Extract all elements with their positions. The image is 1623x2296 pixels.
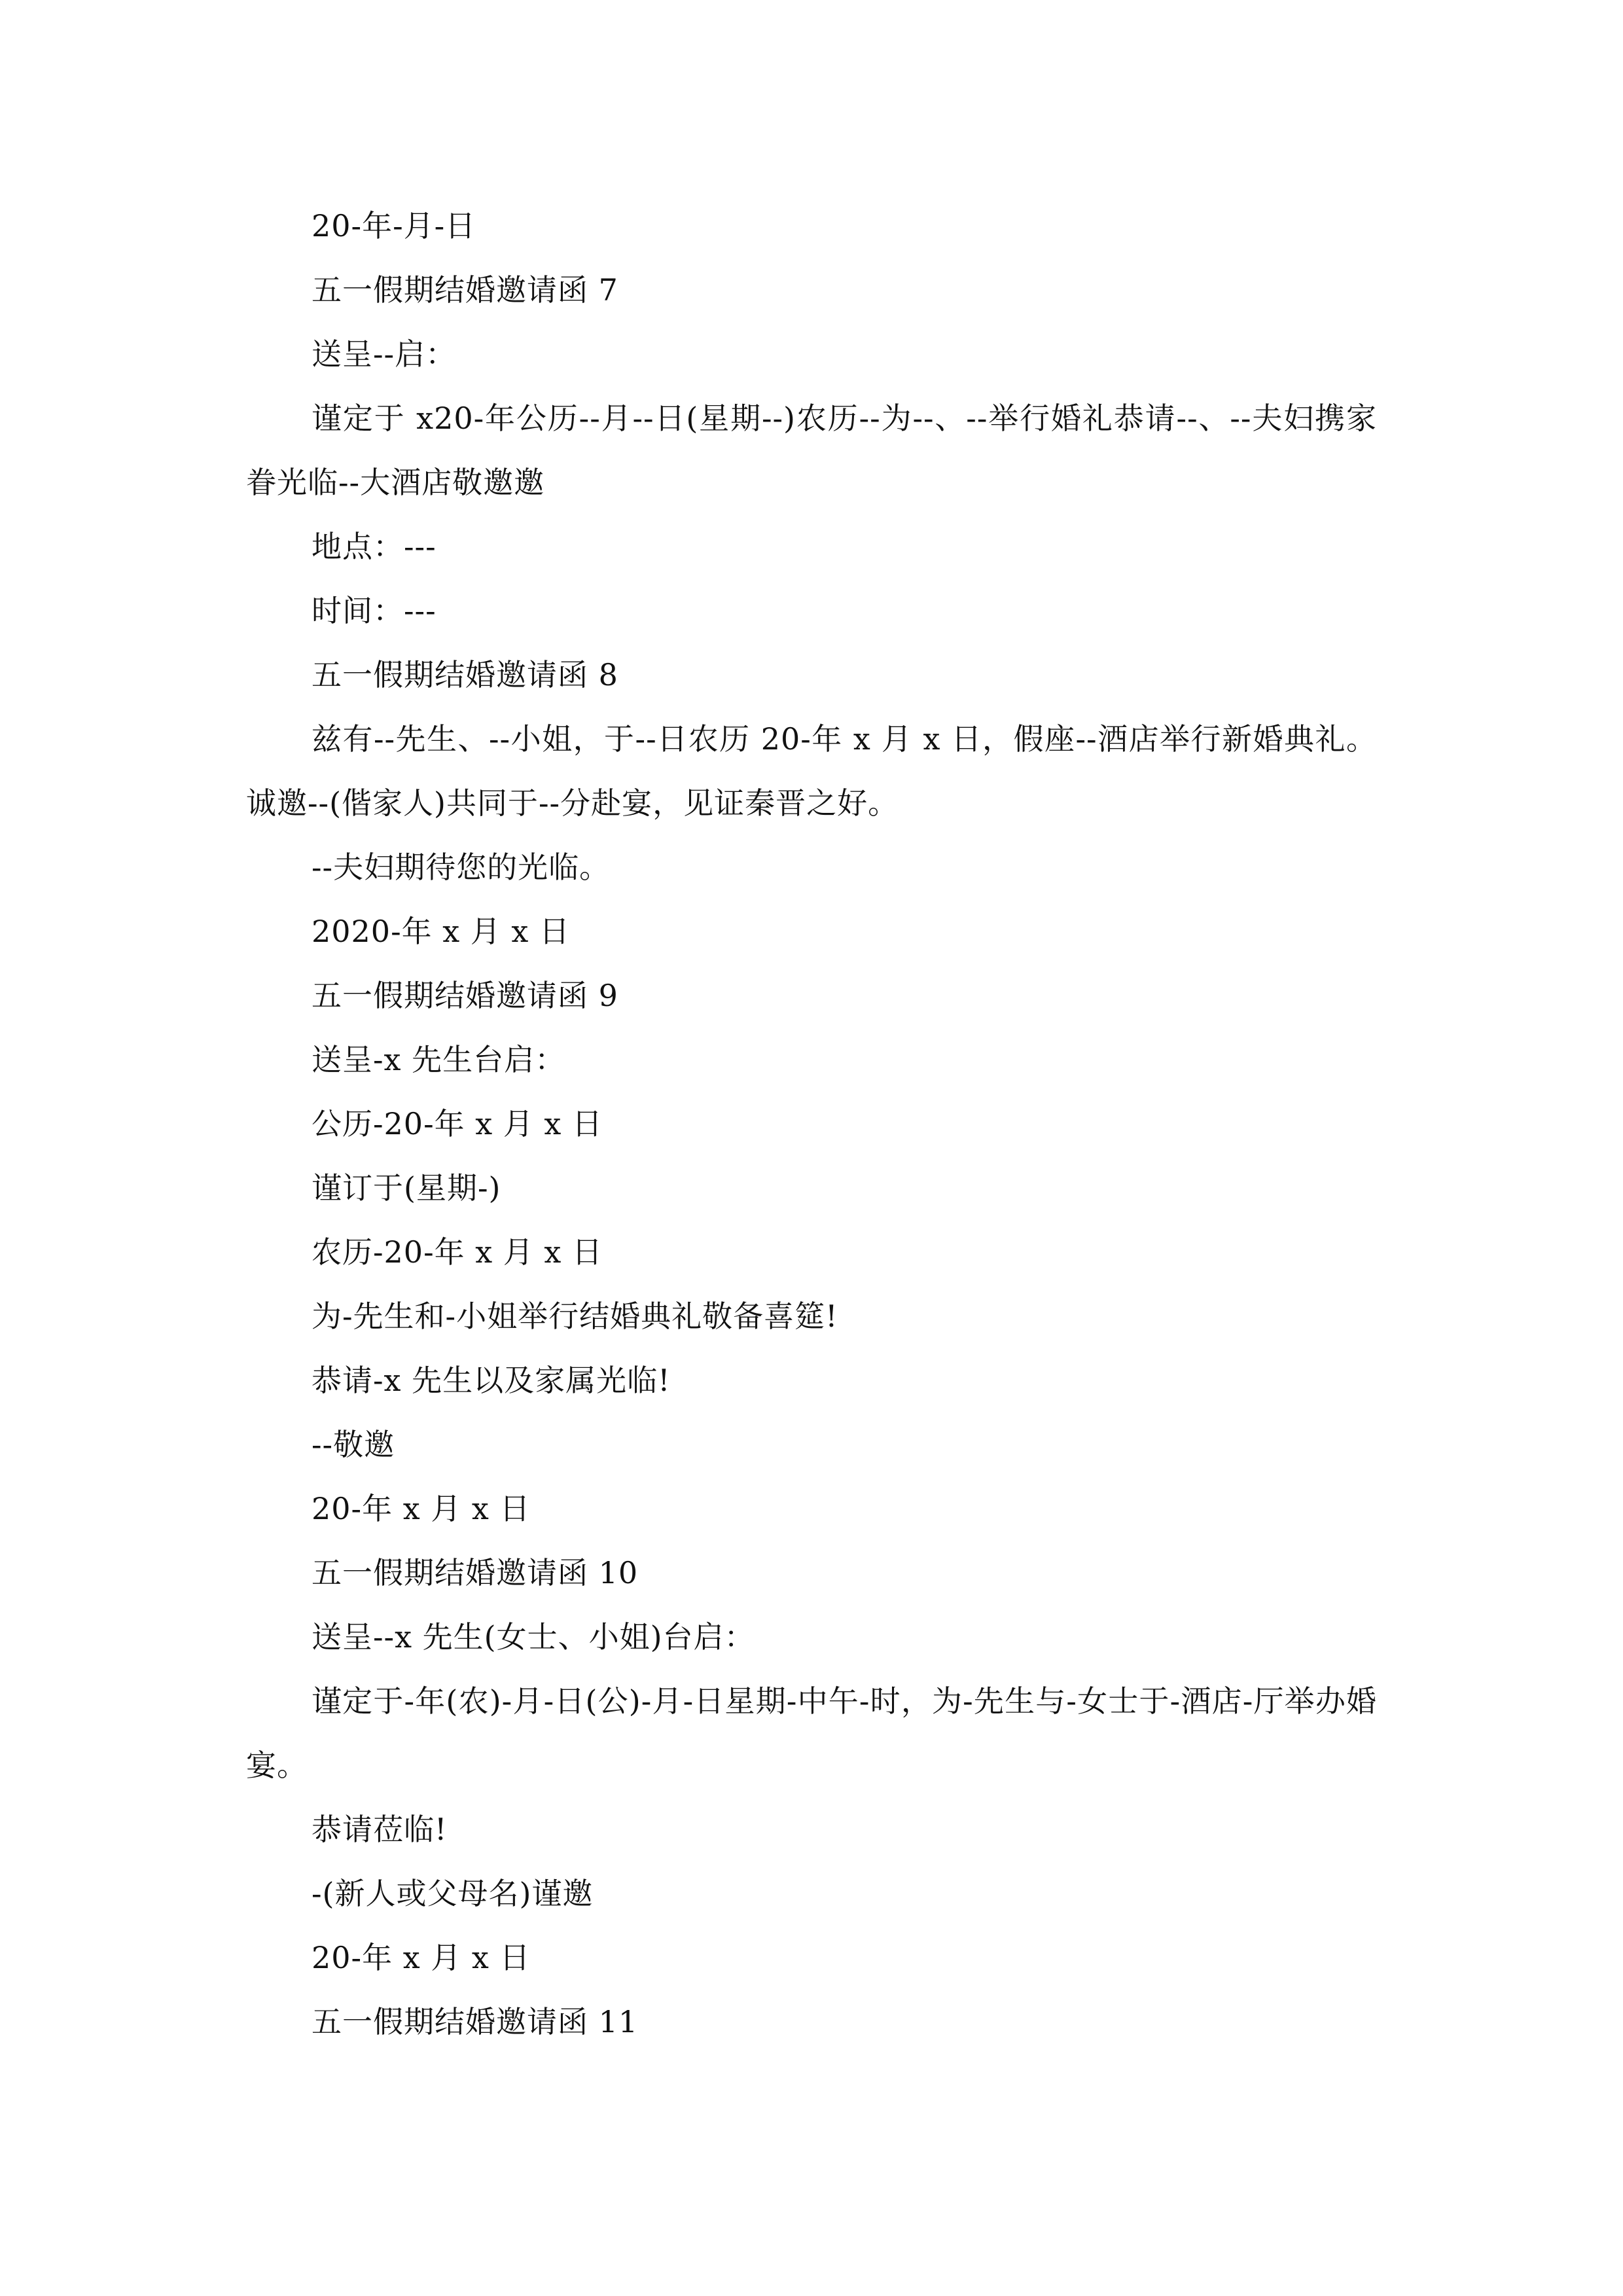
invite-line: 恭请莅临! (312, 1812, 448, 1847)
invitation-paragraph: 谨定于-年(农)-月-日(公)-月-日星期-中午-时，为-先生与-女士于-酒店-厅举办婚宴。 (246, 1683, 1377, 1783)
weekday-line: 谨订于(星期-) (312, 1170, 501, 1206)
closing-line: --夫妇期待您的光临。 (312, 850, 611, 885)
invitation-paragraph: 兹有--先生、--小姐，于--日农历 20-年 x 月 x 日，假座--酒店举行新婚典礼。诚邀--(偕家人)共同于--分赴宴，见证秦晋之好。 (246, 721, 1377, 821)
ceremony-line: 为-先生和-小姐举行结婚典礼敬备喜筵! (312, 1299, 838, 1334)
section-heading-10: 五一假期结婚邀请函 10 (312, 1555, 639, 1590)
time-line: 时间：--- (312, 593, 437, 628)
lunar-date-line: 农历-20-年 x 月 x 日 (312, 1234, 603, 1270)
date-line: 2020-年 x 月 x 日 (312, 914, 570, 949)
invitation-paragraph: 谨定于 x20-年公历--月--日(星期--)农历--为--、--举行婚礼恭请--、--夫妇携家眷光临--大酒店敬邀邀 (246, 401, 1377, 500)
addressee-line: 送呈--启： (312, 336, 457, 372)
addressee-line: 送呈--x 先生(女士、小姐)台启： (312, 1619, 755, 1655)
signature-line: --敬邀 (312, 1427, 395, 1462)
section-heading-7: 五一假期结婚邀请函 7 (312, 272, 618, 308)
solar-date-line: 公历-20-年 x 月 x 日 (312, 1106, 603, 1141)
location-line: 地点：--- (312, 529, 437, 564)
invite-line: 恭请-x 先生以及家属光临! (312, 1363, 671, 1398)
document-body (246, 194, 1377, 2054)
section-heading-11: 五一假期结婚邀请函 11 (312, 2004, 639, 2039)
date-line: 20-年-月-日 (312, 208, 476, 243)
section-heading-8: 五一假期结婚邀请函 8 (312, 657, 618, 692)
addressee-line: 送呈-x 先生台启： (312, 1042, 566, 1077)
signature-line: -(新人或父母名)谨邀 (312, 1876, 594, 1911)
section-heading-9: 五一假期结婚邀请函 9 (312, 978, 618, 1013)
date-line: 20-年 x 月 x 日 (312, 1491, 531, 1526)
date-line: 20-年 x 月 x 日 (312, 1940, 531, 1975)
